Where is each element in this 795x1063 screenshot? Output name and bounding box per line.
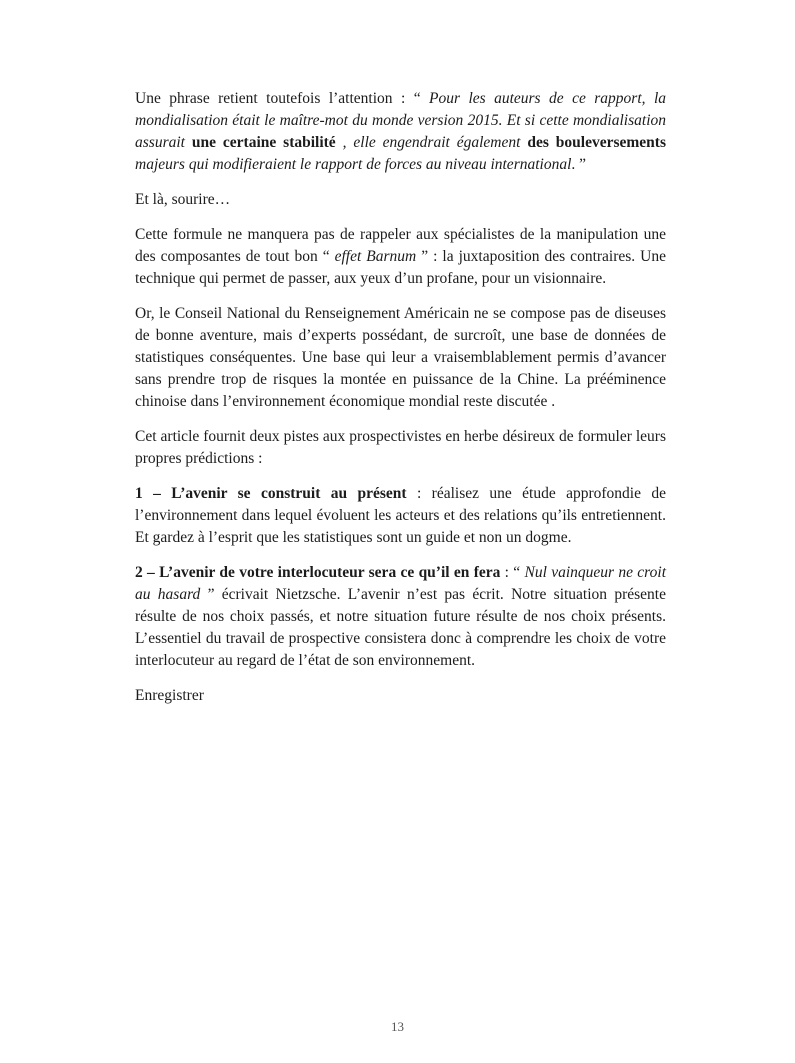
page-number: 13: [391, 1019, 404, 1034]
paragraph-piste-1: [135, 483, 666, 549]
text-run: : réalisez une étude approfondie de l’environnement dans lequel évoluent les acteurs et des relations qu’ils entretiennent. Et gardez à l’esprit que les statistiques sont un guide et non un dogme.: [135, 485, 666, 546]
text-run: ” écrivait Nietzsche. L’avenir n’est pas écrit. Notre situation présente résulte de nos choix passés, et notre situation future résulte de nos choix présents. L’essentiel du travail de prospective consistera donc à comprendre les choix de votre interlocuteur au regard de l’état de son environnement.: [135, 586, 666, 669]
text-run: des bouleversements: [527, 134, 666, 151]
paragraph-sourire: [135, 189, 666, 211]
text-run: Cette formule ne manquera pas de rappeler aux spécialistes de la manipulation une des composantes de tout bon “: [135, 226, 666, 265]
text-run: 1 – L’avenir se construit au présent: [135, 485, 407, 502]
text-run: Pour les auteurs de ce rapport, la mondialisation était le maître-mot du monde version 2015. Et si cette mondialisation assurait: [135, 90, 666, 151]
text-run: Et là, sourire…: [135, 191, 231, 208]
paragraph-piste-2: [135, 562, 666, 672]
text-run: Cet article fournit deux pistes aux prospectivistes en herbe désireux de formuler leurs propres prédictions :: [135, 428, 666, 467]
text-run: Une phrase retient toutefois l’attention : “: [135, 90, 430, 107]
document-body: [135, 88, 666, 720]
text-run: 2 – L’avenir de votre interlocuteur sera ce qu’il en fera: [135, 564, 501, 581]
text-run: une certaine stabilité: [191, 134, 336, 151]
text-run: ” : la juxtaposition des contraires. Une technique qui permet de passer, aux yeux d’un profane, pour un visionnaire.: [135, 248, 666, 287]
paragraph-effet-barnum: [135, 224, 666, 290]
paragraph-enregistrer: [135, 685, 666, 707]
paragraph-conseil-national: [135, 303, 666, 413]
paragraph-quote-rapport: [135, 88, 666, 176]
text-run: Nul vainqueur ne croit au hasard: [135, 564, 666, 603]
text-run: Enregistrer: [135, 687, 204, 704]
text-run: : “: [500, 564, 525, 581]
text-run: majeurs qui modifieraient le rapport de forces au niveau international: [135, 156, 572, 173]
text-run: effet Barnum: [334, 248, 422, 265]
paragraph-deux-pistes: [135, 426, 666, 470]
text-run: . ”: [571, 156, 587, 173]
text-run: Or, le Conseil National du Renseignement Américain ne se compose pas de diseuses de bonne aventure, mais d’experts possédant, de surcroît, une base de données de statistiques conséquentes. Une base qui leur a vraisemblablement permis d’avancer sans prendre trop de risques la montée en puissance de la Chine. La prééminence chinoise dans l’environnement économique mondial reste discutée .: [135, 305, 666, 410]
text-run: , elle engendrait également: [335, 134, 528, 151]
